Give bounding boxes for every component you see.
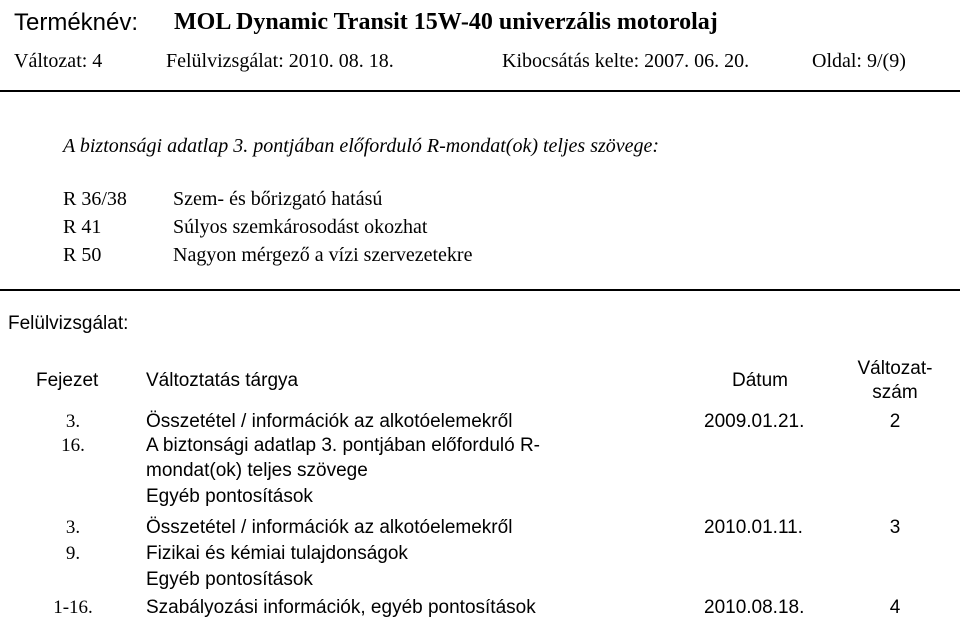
row-subject: A biztonsági adatlap 3. pontjában előforduló R- <box>146 435 540 456</box>
header-subject: Változtatás tárgya <box>146 370 299 391</box>
row-subject: Összetétel / információk az alkotóelemekről <box>146 411 513 432</box>
rphrase-text: Nagyon mérgező a vízi szervezetekre <box>173 244 473 266</box>
row-chapter: 9. <box>65 543 81 564</box>
row-subject: Összetétel / információk az alkotóelemekről <box>146 517 513 538</box>
rphrase-code: R 41 <box>63 216 102 238</box>
header-version-line1: Változat- <box>857 358 933 379</box>
header-date: Dátum <box>732 370 788 391</box>
version-info: Változat: 4 <box>14 50 103 72</box>
header-divider <box>0 90 960 92</box>
row-chapter: 16. <box>61 435 85 456</box>
row-version: 2 <box>889 411 901 432</box>
header-chapter: Fejezet <box>36 370 99 391</box>
rphrase-text: Szem- és bőrizgató hatású <box>173 188 383 210</box>
row-date: 2010.01.11. <box>704 517 803 538</box>
section-divider <box>0 289 960 291</box>
row-subject: mondat(ok) teljes szövege <box>146 460 368 481</box>
issue-date: Kibocsátás kelte: 2007. 06. 20. <box>502 50 750 72</box>
header-version <box>840 358 950 380</box>
header-version-cont <box>840 382 950 404</box>
row-chapter: 1-16. <box>53 597 93 618</box>
page-number: Oldal: 9/(9) <box>812 50 906 72</box>
row-version: 3 <box>889 517 901 538</box>
review-title: Felülvizsgálat: <box>8 313 129 334</box>
row-version: 4 <box>889 597 901 618</box>
row-date: 2009.01.21. <box>704 411 805 432</box>
row-subject: Egyéb pontosítások <box>146 569 313 590</box>
product-name: MOL Dynamic Transit 15W-40 univerzális motorolaj <box>174 9 718 35</box>
product-label: Terméknév: <box>14 9 139 36</box>
row-subject: Egyéb pontosítások <box>146 486 313 507</box>
row-subject: Fizikai és kémiai tulajdonságok <box>146 543 408 564</box>
row-chapter: 3. <box>65 411 81 432</box>
rphrase-text: Súlyos szemkárosodást okozhat <box>173 216 428 238</box>
review-date: Felülvizsgálat: 2010. 08. 18. <box>166 50 394 72</box>
row-chapter: 3. <box>65 517 81 538</box>
header-version-line2: szám <box>872 382 918 403</box>
rphrase-code: R 36/38 <box>63 188 127 210</box>
row-subject: Szabályozási információk, egyéb pontosítások <box>146 597 536 618</box>
row-date: 2010.08.18. <box>704 597 805 618</box>
rphrases-title: A biztonsági adatlap 3. pontjában előforduló R-mondat(ok) teljes szövege: <box>63 135 660 157</box>
rphrase-code: R 50 <box>63 244 102 266</box>
